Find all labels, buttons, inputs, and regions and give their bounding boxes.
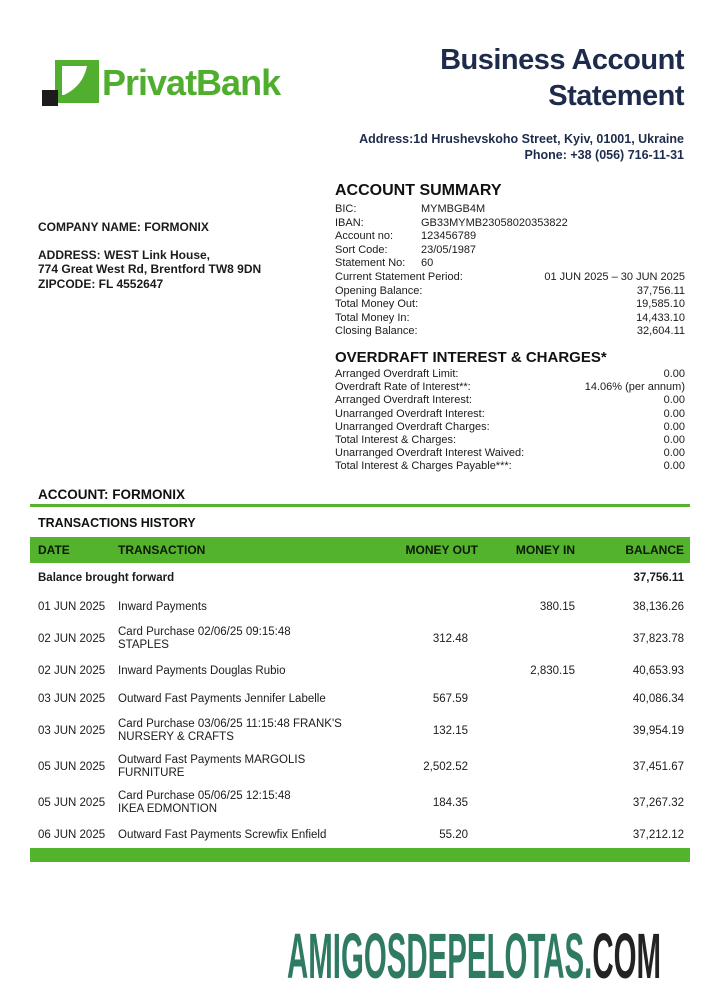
- header-balance: BALANCE: [625, 543, 684, 557]
- table-row-opening: [30, 563, 690, 593]
- overdraft-row: Arranged Overdraft Interest: 0.00: [335, 394, 685, 407]
- overdraft-row: Unarranged Overdraft Interest Waived: 0.00: [335, 447, 685, 460]
- privatbank-logo-icon: [42, 58, 100, 110]
- opening-balance: 37,756.11: [633, 572, 684, 584]
- transactions-table: [30, 537, 690, 849]
- bank-address: Address:1d Hrushevskoho Street, Kyiv, 01001, Ukraine: [359, 132, 684, 146]
- document-title-line1: Business Account: [440, 44, 684, 76]
- brand-name: PrivatBank: [102, 62, 281, 103]
- company-address-line1: ADDRESS: WEST Link House,: [38, 247, 211, 262]
- table-row: 03 JUN 2025 Card Purchase 03/06/25 11:15:48 FRANK'S NURSERY & CRAFTS 132.15 39,954.19: [38, 718, 684, 743]
- table-footer-bar: [30, 848, 690, 862]
- account-heading: ACCOUNT: FORMONIX: [38, 487, 185, 502]
- summary-row: IBAN: GB33MYMB23058020353822: [335, 216, 568, 229]
- table-row: 05 JUN 2025 Outward Fast Payments MARGOLIS FURNITURE 2,502.52 37,451.67: [38, 754, 684, 779]
- bank-contact: [359, 132, 684, 163]
- spacer: [38, 235, 261, 248]
- summary-row: Total Money Out: 19,585.10: [335, 298, 685, 311]
- privatbank-logo: [42, 58, 280, 110]
- company-block: [38, 220, 261, 291]
- table-row: 03 JUN 2025 Outward Fast Payments Jennifer Labelle 567.59 40,086.34: [38, 692, 684, 705]
- document-title: [440, 42, 684, 114]
- watermark-tld: COM: [592, 920, 662, 992]
- transactions-heading: TRANSACTIONS HISTORY: [38, 516, 196, 530]
- summary-row: Total Money In: 14,433.10: [335, 311, 685, 324]
- summary-row: Closing Balance: 32,604.11: [335, 325, 685, 338]
- company-name: COMPANY NAME: FORMONIX: [38, 220, 209, 234]
- document-title-line2: Statement: [548, 80, 684, 112]
- overdraft-row: Total Interest & Charges Payable***: 0.00: [335, 460, 685, 473]
- header-money-out: MONEY OUT: [405, 543, 478, 557]
- table-row: 02 JUN 2025 Card Purchase 02/06/25 09:15:48 STAPLES 312.48 37,823.78: [38, 626, 684, 651]
- summary-row: Sort Code: 23/05/1987: [335, 243, 477, 256]
- opening-label: Balance brought forward: [38, 572, 175, 584]
- overdraft-row: Unarranged Overdraft Charges: 0.00: [335, 420, 685, 433]
- overdraft-section: [335, 349, 685, 474]
- summary-row: Current Statement Period: 01 JUN 2025 – 30 JUN 2025: [335, 270, 685, 283]
- account-summary-heading: ACCOUNT SUMMARY: [335, 182, 502, 199]
- table-row: 02 JUN 2025 Inward Payments Douglas Rubio 2,830.15 40,653.93: [38, 664, 684, 677]
- overdraft-row: Overdraft Rate of Interest**: 14.06% (per annum): [335, 381, 685, 394]
- overdraft-row: Unarranged Overdraft Interest: 0.00: [335, 407, 685, 420]
- company-address-line2: 774 Great West Rd, Brentford TW8 9DN: [38, 262, 262, 276]
- header-money-in: MONEY IN: [515, 543, 575, 557]
- overdraft-row: Arranged Overdraft Limit: 0.00: [335, 368, 685, 380]
- watermark-name: AMIGOSDEPELOTAS.: [287, 920, 593, 992]
- account-summary: [335, 182, 685, 339]
- watermark: [287, 920, 662, 992]
- green-divider: [30, 504, 690, 507]
- bank-phone: Phone: +38 (056) 716-11-31: [524, 147, 684, 162]
- overdraft-row: Total Interest & Charges: 0.00: [335, 434, 685, 447]
- summary-row: Opening Balance: 37,756.11: [335, 284, 685, 297]
- summary-row: BIC: MYMBGB4M: [335, 203, 486, 215]
- table-row: 06 JUN 2025 Outward Fast Payments Screwfix Enfield 55.20 37,212.12: [38, 828, 684, 841]
- summary-row: Statement No: 60: [335, 257, 434, 270]
- table-row: 05 JUN 2025 Card Purchase 05/06/25 12:15:48 IKEA EDMONTION 184.35 37,267.32: [38, 790, 684, 815]
- company-zipcode: ZIPCODE: FL 4552647: [38, 276, 164, 291]
- table-row: 01 JUN 2025 Inward Payments 380.15 38,136.26: [38, 600, 684, 613]
- overdraft-heading: OVERDRAFT INTEREST & CHARGES*: [335, 349, 607, 366]
- header-transaction: TRANSACTION: [118, 542, 206, 557]
- header-date: DATE: [38, 543, 70, 557]
- summary-row: Account no: 123456789: [335, 230, 477, 243]
- table-header-row: [30, 537, 690, 563]
